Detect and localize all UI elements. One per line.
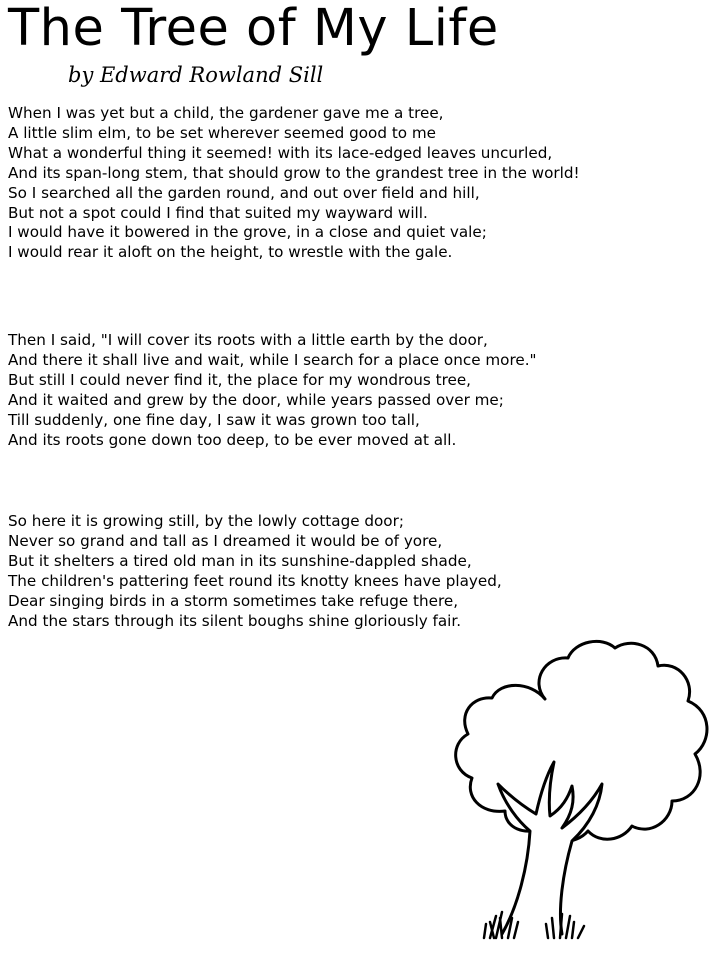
stanza-2 — [8, 331, 714, 450]
poem-line: So I searched all the garden round, and out over field and hill, — [8, 183, 480, 202]
poem-line: The children's pattering feet round its knotty knees have played, — [8, 571, 502, 590]
poem-line: Never so grand and tall as I dreamed it would be of yore, — [8, 531, 443, 550]
poem-line: I would have it bowered in the grove, in a close and quiet vale; — [8, 223, 487, 242]
stanza-1 — [8, 104, 714, 263]
poem-line: What a wonderful thing it seemed! with its lace-edged leaves uncurled, — [8, 143, 553, 162]
poem-line: Dear singing birds in a storm sometimes take refuge there, — [8, 591, 459, 610]
poem-line: So here it is growing still, by the lowly cottage door; — [8, 512, 404, 530]
stanza-3 — [8, 512, 714, 631]
poem-byline: by Edward Rowland Sill — [68, 63, 324, 87]
poem-line: And the stars through its silent boughs shine gloriously fair. — [8, 611, 462, 630]
poem-line: And there it shall live and wait, while I search for a place once more." — [8, 350, 537, 369]
poem-title: The Tree of My Life — [8, 0, 499, 58]
poem-line: Till suddenly, one fine day, I saw it was grown too tall, — [8, 410, 420, 429]
poem-line: I would rear it aloft on the height, to wrestle with the gale. — [8, 243, 453, 262]
poem-line: And its span-long stem, that should grow to the grandest tree in the world! — [8, 163, 580, 182]
poem-line: A little slim elm, to be set wherever seemed good to me — [8, 123, 437, 142]
tree-icon — [450, 636, 712, 956]
poem-line: And its roots gone down too deep, to be ever moved at all. — [8, 430, 457, 449]
poem-line: Then I said, "I will cover its roots with a little earth by the door, — [8, 331, 488, 349]
poem-line: And it waited and grew by the door, while years passed over me; — [8, 390, 504, 409]
poem-line: When I was yet but a child, the gardener gave me a tree, — [8, 104, 444, 122]
grass-tuft-right — [546, 914, 584, 938]
poem-line: But still I could never find it, the place for my wondrous tree, — [8, 370, 471, 389]
poem-line: But not a spot could I find that suited my wayward will. — [8, 203, 428, 222]
poem-line: But it shelters a tired old man in its sunshine-dappled shade, — [8, 551, 472, 570]
